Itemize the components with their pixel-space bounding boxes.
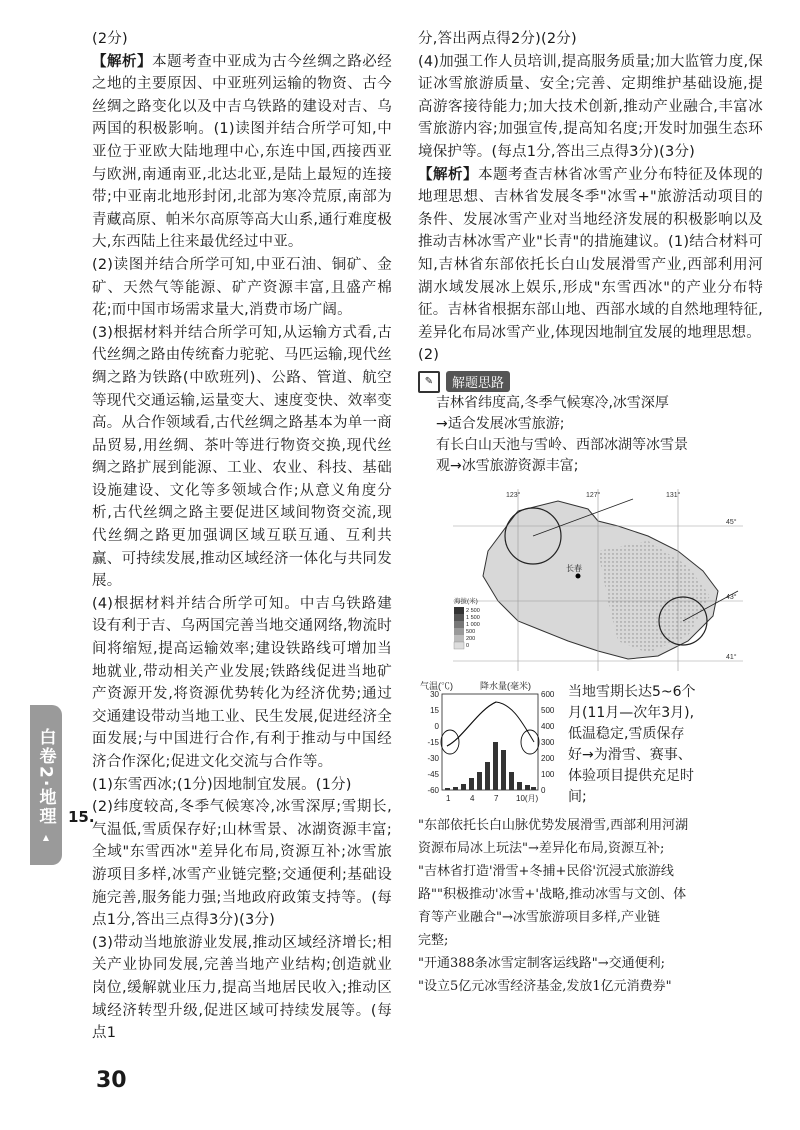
precip-bar xyxy=(477,772,482,790)
idea-line: 吉林省纬度高,冬季气候寒冷,冰雪深厚 xyxy=(436,394,669,411)
precip-bar xyxy=(461,784,466,790)
lon-label: 127° xyxy=(586,491,601,499)
temp-tick: 30 xyxy=(430,689,439,699)
precip-bar xyxy=(525,785,530,790)
city-label: 长春 xyxy=(566,563,582,573)
lat-label: 45° xyxy=(726,518,737,526)
note-line: "东部依托长白山脉优势发展滑雪,西部利用河湖 xyxy=(418,817,689,833)
precip-tick: 400 xyxy=(541,721,555,731)
precip-bar xyxy=(509,772,514,790)
note-line: 育等产业融合"→冰雪旅游项目多样,产业链 xyxy=(418,909,661,925)
precip-bar xyxy=(453,787,458,790)
note-line: 路""积极推动'冰雪+'战略,推动冰雪与文创、体 xyxy=(418,886,687,902)
q15-answer-1: (1)东雪西冰;(1分)因地制宜发展。(1分) xyxy=(92,776,352,793)
q15-answer-4: (4)加强工作人员培训,提高服务质量;加大监管力度,保证冰雪旅游质量、安全;完善、定期维护基础设施,提高游客接待能力;加大技术创新,推动产业融合,丰富冰雪旅游内容;加强宣传,提高知名度;开发时加强生态环境保护等。(每点1分,答出三点得3分)(3分) xyxy=(418,53,763,160)
legend-value: 1 500 xyxy=(466,614,480,621)
temp-tick: -30 xyxy=(427,753,439,763)
legend-value: 200 xyxy=(466,635,476,642)
month-tick: 1 xyxy=(446,793,451,803)
precip-bar xyxy=(517,782,522,790)
map-svg xyxy=(448,481,748,676)
q15-answer-2: (2)纬度较高,冬季气候寒冷,冰雪深厚;雪期长,气温低,雪质保存好;山林雪景、冰湖资源丰富;全域"东雪西冰"差异化布局,资源互补;冰雪旅游项目多样,冰雪产业链完整;交通便利;基础设施完善,服务能力强;当地政府政策支持等。(每点1分,答出三点得3分)(3分) xyxy=(92,799,392,929)
answer-part-4: (4)根据材料并结合所学可知。中吉乌铁路建设有利于吉、乌两国完善当地交通网络,物流时间将缩短,提高运输效率;建设铁路线可增加当地就业,带动相关产业发展;铁路线促进当地矿产资源开发,将资源优势转化为经济优势;通过交通建设带动当地工业、民生发展,促进经济全面发展;与中国进行合作,有利于推动与中国经济合作深化;促进文化交流与合作等。 xyxy=(92,595,392,770)
note-line: 资源布局冰上玩法"→差异化布局,资源互补; xyxy=(418,840,665,856)
city-dot xyxy=(576,573,581,578)
analysis-paragraph xyxy=(92,51,392,254)
climate-line: 月(11月—次年3月), xyxy=(568,704,695,721)
climate-chart xyxy=(418,680,568,805)
legend-value: 1 000 xyxy=(466,621,480,628)
precip-bar xyxy=(445,788,450,790)
pencil-note-icon: ✎ xyxy=(418,371,440,393)
climate-line: 体验项目提供充足时 xyxy=(568,767,694,784)
precip-bar xyxy=(485,762,490,790)
elevation-legend xyxy=(454,596,480,649)
note-line: "吉林省打造'滑雪+冬捕+民俗'沉浸式旅游线 xyxy=(418,863,674,879)
question-number: 15. xyxy=(68,808,95,826)
side-tab-label: 白卷2·地理 xyxy=(35,728,56,827)
climate-explanation xyxy=(568,680,696,808)
side-tab xyxy=(30,705,62,865)
legend-value: 500 xyxy=(466,628,476,635)
page-number: 30 xyxy=(96,1068,127,1093)
analysis-text: 本题考查中亚成为古今丝绸之路必经之地的主要原因、中亚班列运输的物资、古今丝绸之路变化以及中吉乌铁路的建设对吉、乌两国的积极影响。(1)读图并结合所学可知,中亚位于亚欧大陆地理中心,东连中国,西接西亚与欧洲,南通南亚,北达北亚,是陆上最短的连接带;中亚南北地形封闭,北部为寒冷荒原,南部为青藏高原、帕米尔高原等高大山系,通行难度极大,东西陆上往来最优经过中亚。 xyxy=(92,53,392,251)
precip-bar xyxy=(469,778,474,790)
note-line: "设立5亿元冰雪经济基金,发放1亿元消费券" xyxy=(418,978,672,994)
climate-line: 当地雪期长达5~6个 xyxy=(568,683,696,700)
temp-axis-label: 气温(℃) xyxy=(420,680,453,691)
q15-answer-3: (3)带动当地旅游业发展,推动区域经济增长;相关产业协同发展,完善当地产业结构;创造就业岗位,缓解就业压力,提高当地居民收入;推动区域经济转型升级,促进区域可持续发展等。(每点1 xyxy=(92,934,392,1042)
lon-label: 123° xyxy=(506,491,521,499)
answer-part-3: (3)根据材料并结合所学可知,从运输方式看,古代丝绸之路由传统畜力驼驼、马匹运输,现代丝绸之路为铁路(中欧班列)、公路、管道、航空等现代交通运输,运量变大、速度变快、效率变高。从合作领域看,古代丝绸之路基本为单一商品贸易,用丝绸、茶叶等进行物资交换,现代丝绸之路扩展到能源、工业、农业、科技、基础设施建设、文化等多领域合作;从意义角度分析,古代丝绸之路主要促进区域间物资交流,现代丝绸之路更加强调区域互联互通、互利共赢、可持续发展,推动区域经济一体化与共同发展。 xyxy=(92,324,392,590)
precip-tick: 0 xyxy=(541,785,546,795)
precip-axis-label: 降水量(毫米) xyxy=(480,680,531,691)
month-tick: 7 xyxy=(494,793,499,803)
temp-tick: -60 xyxy=(427,785,439,795)
note-line: 完整; xyxy=(418,932,449,948)
lat-label: 43° xyxy=(726,593,737,601)
idea-line: 有长白山天池与雪岭、西部冰湖等冰雪景 xyxy=(436,436,688,453)
answer-score: (2分) xyxy=(92,31,128,47)
note-line: "开通388条冰雪定制客运线路"→交通便利; xyxy=(418,955,666,971)
solution-idea-body xyxy=(436,393,763,477)
analysis-tag: 【解析】 xyxy=(92,53,153,70)
left-column xyxy=(92,28,392,1045)
triangle-icon: ▲ xyxy=(42,832,50,842)
temp-tick: -15 xyxy=(427,737,439,747)
winter-circle-right xyxy=(521,730,539,754)
temp-tick: 0 xyxy=(434,721,439,731)
climate-line: 低温稳定,雪质保存 xyxy=(568,725,685,742)
analysis-text-2: 本题考查吉林省冰雪产业分布特征及体现的地理思想、吉林省发展冬季"冰雪+"旅游活动项目的条件、发展冰雪产业对当地经济发展的积极影响以及推动吉林冰雪产业"长青"的措施建议。(1)结合材料可知,吉林省东部依托长白山发展滑雪产业,西部利用河湖水域发展冰上娱乐,形成"东雪西冰"的产业分布特征。吉林省根据东部山地、西部水域的自然地理特征,差异化布局冰雪产业,体现因地制宜发展的地理思想。 xyxy=(418,166,763,341)
temp-tick: -45 xyxy=(427,769,439,779)
climate-line: 好→为滑雪、赛事、 xyxy=(568,746,692,763)
analysis-paragraph-2 xyxy=(418,164,763,345)
precip-tick: 600 xyxy=(541,689,555,699)
idea-line: 观→冰雪旅游资源丰富; xyxy=(436,457,579,474)
jilin-topographic-map xyxy=(448,481,748,676)
precip-tick: 100 xyxy=(541,769,555,779)
solution-idea-header xyxy=(418,371,763,393)
analysis-tag-2: 【解析】 xyxy=(418,166,479,183)
answer-part-2: (2)读图并结合所学可知,中亚石油、铜矿、金矿、天然气等能源、矿产资源丰富,且盛产棉花;而中国市场需求量大,消费市场广阔。 xyxy=(92,256,392,319)
legend-title: 海拔(米) xyxy=(454,597,478,605)
temp-tick: 15 xyxy=(430,705,439,715)
month-tick: 4 xyxy=(470,793,475,803)
sub-question-2: (2) xyxy=(418,347,440,364)
month-tick: 10(月) xyxy=(516,793,539,803)
winter-circle-left xyxy=(441,730,459,754)
precip-tick: 500 xyxy=(541,705,555,715)
legend-value: 0 xyxy=(466,642,470,649)
right-column xyxy=(418,28,763,998)
answer-continued: 分,答出两点得2分)(2分) xyxy=(418,31,577,47)
precip-bar xyxy=(493,742,498,790)
climate-line: 间; xyxy=(568,788,587,805)
precip-tick: 200 xyxy=(541,753,555,763)
handwritten-notes xyxy=(418,814,763,998)
idea-line: →适合发展冰雪旅游; xyxy=(436,415,565,432)
solution-idea-label: 解题思路 xyxy=(446,371,510,392)
lon-label: 131° xyxy=(666,491,681,499)
lat-label: 41° xyxy=(726,653,737,661)
legend-value: 2 500 xyxy=(466,607,480,614)
precip-tick: 300 xyxy=(541,737,555,747)
precip-bar xyxy=(501,750,506,790)
precip-bar xyxy=(531,787,536,790)
climate-section xyxy=(418,680,763,808)
